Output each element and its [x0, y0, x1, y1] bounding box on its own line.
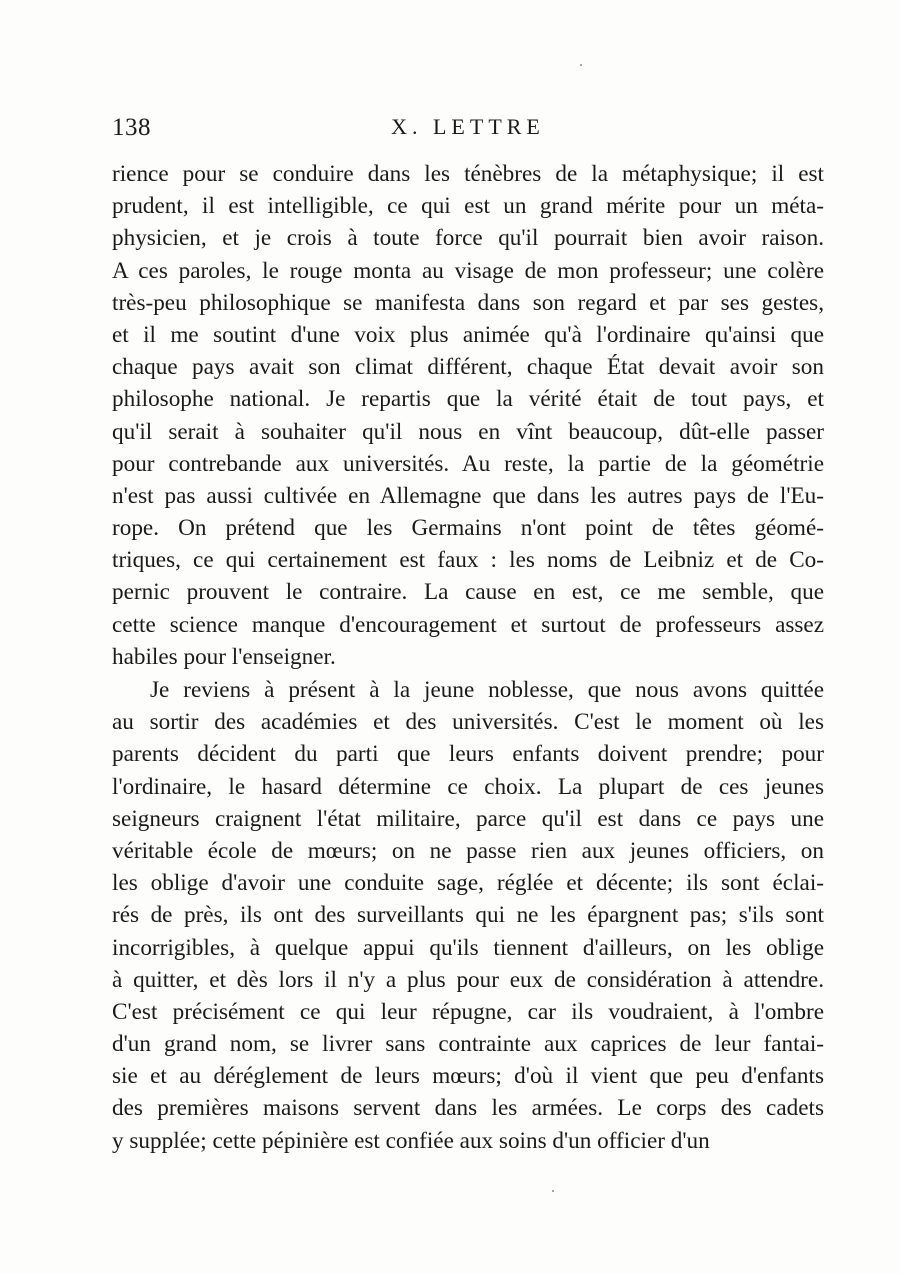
text-line: C'est précisément ce qui leur répugne, car ils voudraient, à l'ombre [112, 998, 824, 1025]
text-line: des premières maisons servent dans les armées. Le corps des cadets [112, 1095, 824, 1122]
text-line: seigneurs craignent l'état militaire, parce qu'il est dans ce pays une [112, 805, 824, 832]
paper-speck [552, 1190, 554, 1192]
text-line: pernic prouvent le contraire. La cause en est, ce me semble, que [112, 579, 824, 606]
text-line: y supplée; cette pépinière est confiée aux soins d'un officier d'un [112, 1127, 710, 1154]
text-line: rés de près, ils ont des surveillants qui ne les épargnent pas; s'ils sont [112, 902, 824, 929]
text-line: habiles pour l'enseigner. [112, 643, 336, 670]
text-line: à quitter, et dès lors il n'y a plus pour eux de considération à attendre. [112, 966, 824, 993]
text-line: très-peu philosophique se manifesta dans son regard et par ses gestes, [112, 289, 824, 316]
text-line: au sortir des académies et des universités. C'est le moment où les [112, 709, 824, 736]
text-line: incorrigibles, à quelque appui qu'ils tiennent d'ailleurs, on les oblige [112, 934, 824, 961]
text-line: véritable école de mœurs; on ne passe rien aux jeunes officiers, on [112, 837, 824, 864]
text-line: et il me soutint d'une voix plus animée qu'à l'ordinaire qu'ainsi que [112, 321, 824, 348]
paragraph [112, 674, 824, 1157]
paper-speck [580, 64, 582, 66]
text-line: les oblige d'avoir une conduite sage, réglée et décente; ils sont éclai- [112, 870, 824, 897]
text-line: cette science manque d'encouragement et surtout de professeurs assez [112, 611, 824, 638]
page-number: 138 [112, 114, 151, 141]
body-text [112, 158, 824, 1157]
text-line: rience pour se conduire dans les ténèbres de la métaphysique; il est [112, 161, 824, 187]
text-line: d'un grand nom, se livrer sans contrainte aux caprices de leur fantai- [112, 1031, 824, 1058]
page-header [112, 114, 824, 148]
text-line: rope. On prétend que les Germains n'ont point de têtes géomé- [112, 515, 824, 542]
text-line: sie et au déréglement de leurs mœurs; d'où il vient que peu d'enfants [112, 1063, 824, 1090]
text-line: Je reviens à présent à la jeune noblesse, que nous avons quittée [150, 677, 824, 703]
text-line: chaque pays avait son climat différent, chaque État devait avoir son [112, 354, 824, 381]
running-title: X. LETTRE [391, 114, 545, 139]
text-line: physicien, et je crois à toute force qu'il pourrait bien avoir raison. [112, 225, 824, 252]
text-line: qu'il serait à souhaiter qu'il nous en vînt beaucoup, dût-elle passer [112, 418, 824, 445]
text-line: triques, ce qui certainement est faux : les noms de Leibniz et de Co- [112, 547, 824, 574]
paragraph [112, 158, 824, 673]
text-line: parents décident du parti que leurs enfants doivent prendre; pour [112, 741, 824, 768]
text-line: A ces paroles, le rouge monta au visage de mon professeur; une colère [112, 257, 824, 284]
text-line: l'ordinaire, le hasard détermine ce choix. La plupart de ces jeunes [112, 773, 824, 800]
text-line: n'est pas aussi cultivée en Allemagne que dans les autres pays de l'Eu- [112, 482, 824, 509]
text-line: prudent, il est intelligible, ce qui est un grand mérite pour un méta- [112, 193, 824, 220]
text-line: pour contrebande aux universités. Au reste, la partie de la géométrie [112, 450, 824, 477]
text-line: philosophe national. Je repartis que la vérité était de tout pays, et [112, 386, 824, 413]
